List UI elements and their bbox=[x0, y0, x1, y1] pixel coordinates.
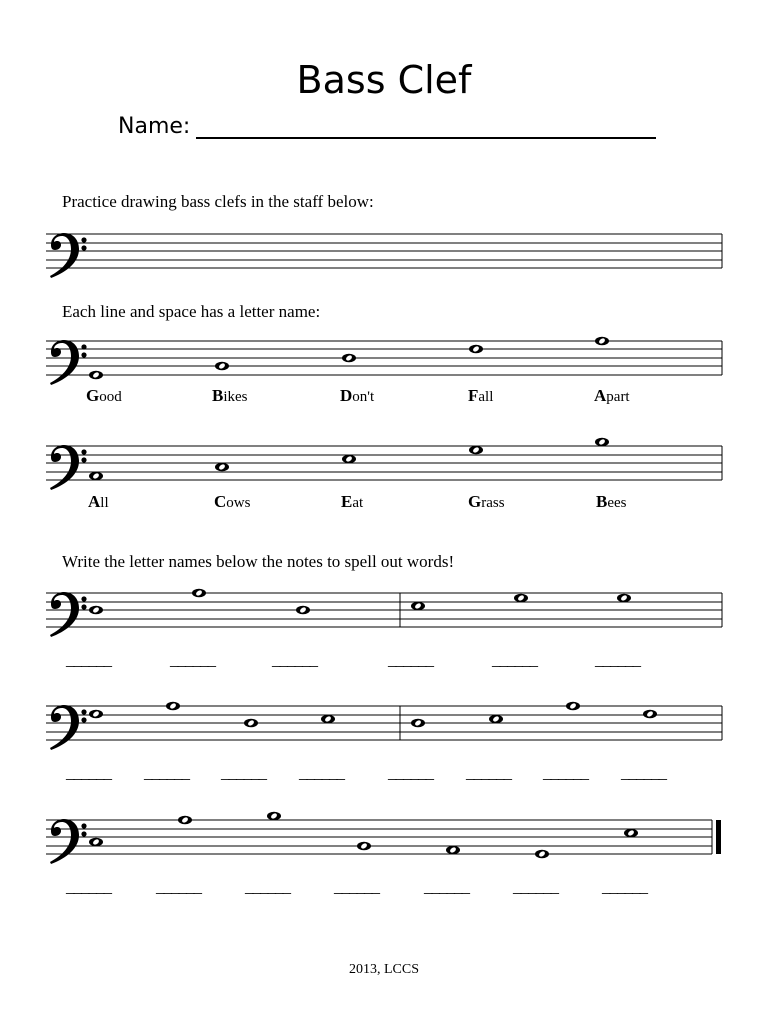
mnemonic-word: Good bbox=[86, 386, 122, 405]
note-b bbox=[595, 438, 609, 447]
mnemonic-word: Bikes bbox=[212, 386, 248, 405]
note bbox=[178, 816, 192, 825]
mnemonic-word: Cows bbox=[214, 492, 251, 511]
note-a bbox=[595, 337, 609, 346]
mnemonic-word: Eat bbox=[341, 492, 364, 511]
answer-blank[interactable]: ______ bbox=[388, 763, 433, 782]
note bbox=[617, 594, 631, 603]
note-f bbox=[469, 345, 483, 354]
answer-blank[interactable]: ______ bbox=[66, 763, 111, 782]
spaces-staff bbox=[46, 446, 722, 480]
note bbox=[411, 719, 425, 728]
answer-blank[interactable]: ______ bbox=[424, 877, 469, 896]
answer-blank[interactable]: ______ bbox=[492, 650, 537, 669]
mnemonic-word: Bees bbox=[596, 492, 627, 511]
note bbox=[89, 710, 103, 719]
answer-blank[interactable]: ______ bbox=[245, 877, 290, 896]
exercise-staff-2 bbox=[46, 706, 722, 740]
letters-instruction: Each line and space has a letter name: bbox=[62, 302, 321, 321]
note-b bbox=[215, 362, 229, 371]
bass-clef-icon bbox=[50, 233, 87, 278]
note bbox=[192, 589, 206, 598]
note bbox=[643, 710, 657, 719]
mnemonic-word: Apart bbox=[594, 386, 630, 405]
answer-blank[interactable]: ______ bbox=[156, 877, 201, 896]
answer-blank[interactable]: ______ bbox=[144, 763, 189, 782]
mnemonic-word: Grass bbox=[468, 492, 505, 511]
note-a bbox=[89, 472, 103, 481]
note bbox=[244, 719, 258, 728]
write-instruction: Write the letter names below the notes to spell out words! bbox=[62, 552, 455, 571]
note-g bbox=[469, 446, 483, 455]
name-label: Name: bbox=[118, 114, 191, 139]
note bbox=[446, 846, 460, 855]
bass-clef-icon bbox=[50, 445, 87, 490]
mnemonic-word: Fall bbox=[468, 386, 494, 405]
mnemonic-word: All bbox=[88, 492, 109, 511]
practice-staff[interactable] bbox=[46, 234, 722, 268]
answer-blank[interactable]: ______ bbox=[334, 877, 379, 896]
answer-blank[interactable]: ______ bbox=[595, 650, 640, 669]
note bbox=[89, 838, 103, 847]
answer-blank[interactable]: ______ bbox=[66, 877, 111, 896]
note-d bbox=[342, 354, 356, 363]
note bbox=[624, 829, 638, 838]
bass-clef-icon bbox=[50, 340, 87, 385]
bass-clef-icon bbox=[50, 819, 87, 864]
note bbox=[535, 850, 549, 859]
note bbox=[489, 715, 503, 724]
note bbox=[166, 702, 180, 711]
note bbox=[411, 602, 425, 611]
final-barline bbox=[716, 820, 721, 854]
answer-blank[interactable]: ______ bbox=[621, 763, 666, 782]
answer-blank[interactable]: ______ bbox=[602, 877, 647, 896]
footer-text: 2013, LCCS bbox=[348, 962, 419, 977]
answer-blank[interactable]: ______ bbox=[170, 650, 215, 669]
practice-instruction: Practice drawing bass clefs in the staff below: bbox=[62, 192, 374, 211]
exercise-staff-3 bbox=[46, 820, 712, 854]
answer-blank[interactable]: ______ bbox=[388, 650, 433, 669]
note-g bbox=[89, 371, 103, 380]
bass-clef-icon bbox=[50, 705, 87, 750]
worksheet-title: Bass Clef bbox=[296, 58, 472, 102]
note bbox=[321, 715, 335, 724]
answer-blank[interactable]: ______ bbox=[513, 877, 558, 896]
note bbox=[566, 702, 580, 711]
bass-clef-icon bbox=[50, 592, 87, 637]
note bbox=[296, 606, 310, 615]
answer-blank[interactable]: ______ bbox=[543, 763, 588, 782]
answer-blank[interactable]: ______ bbox=[221, 763, 266, 782]
answer-blank[interactable]: ______ bbox=[299, 763, 344, 782]
note-e bbox=[342, 455, 356, 464]
mnemonic-word: Don't bbox=[340, 386, 375, 405]
answer-blank[interactable]: ______ bbox=[66, 650, 111, 669]
answer-blank[interactable]: ______ bbox=[466, 763, 511, 782]
note-c bbox=[215, 463, 229, 472]
note bbox=[89, 606, 103, 615]
note bbox=[514, 594, 528, 603]
answer-blank[interactable]: ______ bbox=[272, 650, 317, 669]
lines-staff bbox=[46, 341, 722, 375]
note bbox=[267, 812, 281, 821]
note bbox=[357, 842, 371, 851]
